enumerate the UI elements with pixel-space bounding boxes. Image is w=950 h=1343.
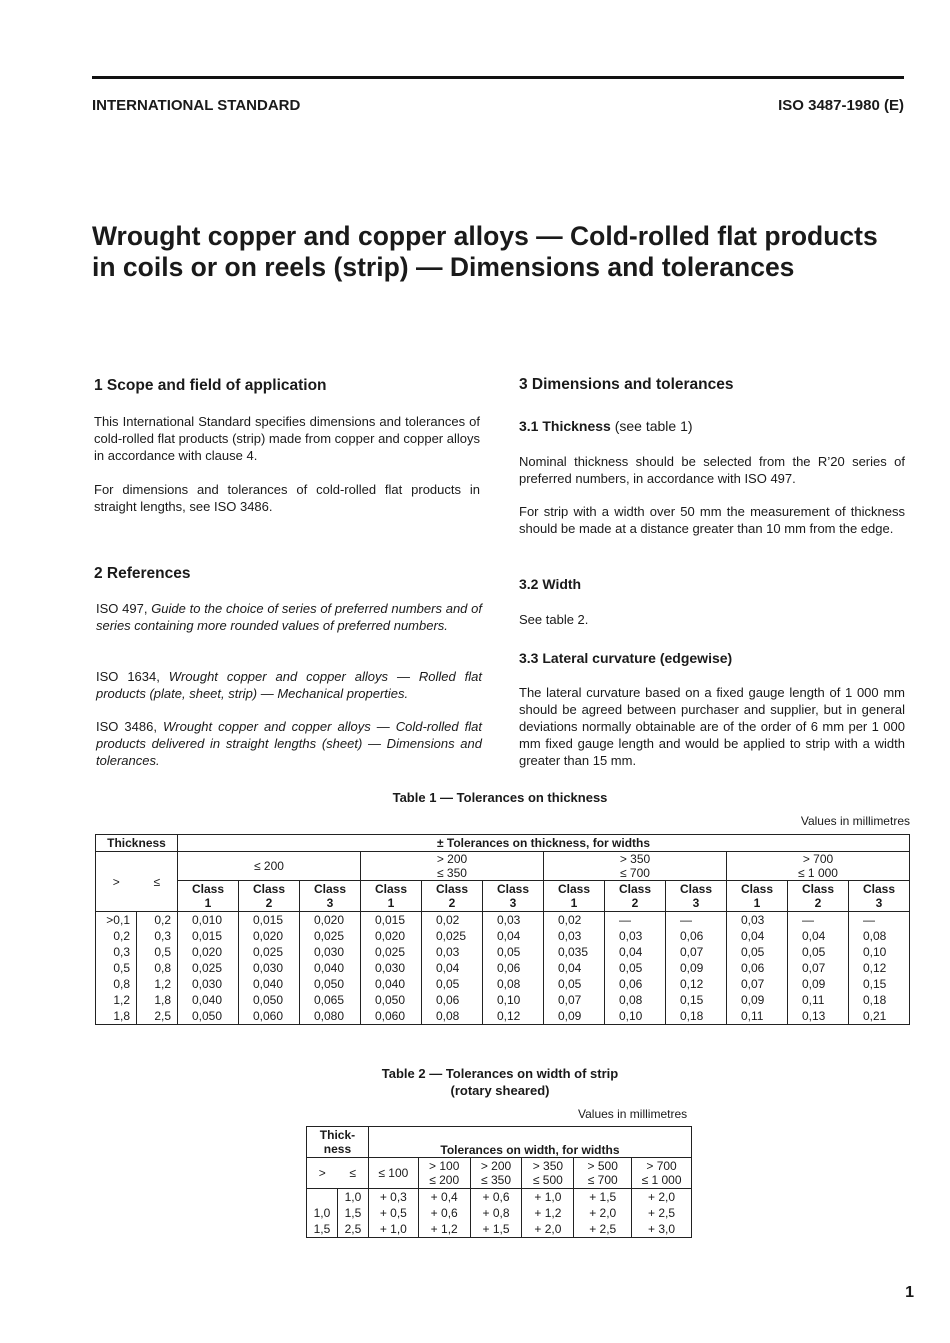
tolerance-header: Tolerances on width, for widths <box>368 1127 691 1158</box>
width-group-header: > 700 ≤ 1 000 <box>727 852 910 881</box>
tolerance-cell: 0,05 <box>605 960 666 976</box>
tolerance-header: ± Tolerances on thickness, for widths <box>178 835 910 852</box>
tolerance-cell: + 0,3 <box>368 1189 418 1206</box>
thickness-over-cell: 0,2 <box>96 928 137 944</box>
table-2-units: Values in millimetres <box>578 1107 688 1121</box>
width-header: > 100 ≤ 200 <box>418 1158 470 1189</box>
section-3-1-heading <box>519 418 693 434</box>
tolerance-cell: 0,21 <box>849 1008 910 1025</box>
tolerance-cell: 0,020 <box>178 944 239 960</box>
thickness-header: Thickness <box>96 835 178 852</box>
tolerance-cell: 0,18 <box>666 1008 727 1025</box>
reference-item <box>96 600 482 634</box>
tolerance-cell: 0,18 <box>849 992 910 1008</box>
class-header: Class 2 <box>239 881 300 912</box>
table-row <box>307 1205 692 1221</box>
tolerance-cell: + 3,0 <box>632 1221 692 1238</box>
tolerance-cell: 0,10 <box>483 992 544 1008</box>
thickness-header: Thick- ness <box>307 1127 369 1158</box>
tolerance-cell: 0,06 <box>727 960 788 976</box>
tolerance-cell: + 2,0 <box>522 1221 574 1238</box>
tolerance-cell: 0,09 <box>788 976 849 992</box>
reference-code: ISO 497, <box>96 601 148 616</box>
page-number: 1 <box>905 1284 914 1301</box>
tolerance-cell: + 0,6 <box>470 1189 522 1206</box>
thickness-upto-cell: 1,2 <box>137 976 178 992</box>
thickness-upto-cell: 2,5 <box>137 1008 178 1025</box>
width-header: > 350 ≤ 500 <box>522 1158 574 1189</box>
section-3-heading: 3 Dimensions and tolerances <box>519 376 734 393</box>
table-row <box>96 928 910 944</box>
reference-title: Wrought copper and copper alloys — Rolled flat products (plate, sheet, strip) — Mechanical properties. <box>96 669 482 701</box>
table-1-units: Values in millimetres <box>800 814 910 828</box>
section-3-3-heading: 3.3 Lateral curvature (edgewise) <box>519 650 733 666</box>
standard-number: ISO 3487-1980 (E) <box>778 97 904 114</box>
table-row <box>96 992 910 1008</box>
tolerance-cell: 0,05 <box>422 976 483 992</box>
table-row <box>96 976 910 992</box>
tolerance-cell: 0,020 <box>300 912 361 929</box>
tolerance-cell: 0,015 <box>361 912 422 929</box>
section-3-1-note: (see table 1) <box>614 418 693 434</box>
section-1-paragraph-2: For dimensions and tolerances of cold-rolled flat products in straight lengths, see ISO 3486. <box>94 482 480 514</box>
le-header: ≤ <box>337 1158 368 1189</box>
tolerance-cell: 0,030 <box>361 960 422 976</box>
tolerance-cell: + 1,0 <box>368 1221 418 1238</box>
width-group-header: > 350 ≤ 700 <box>544 852 727 881</box>
width-header: > 500 ≤ 700 <box>574 1158 632 1189</box>
thickness-upto-cell: 1,0 <box>337 1189 368 1206</box>
thickness-upto-cell: 1,8 <box>137 992 178 1008</box>
tolerance-cell: 0,08 <box>849 928 910 944</box>
tolerance-cell: 0,03 <box>605 928 666 944</box>
section-3-2-paragraph: See table 2. <box>519 612 589 627</box>
width-group-header: ≤ 200 <box>178 852 361 881</box>
tolerance-cell: 0,05 <box>727 944 788 960</box>
thickness-upto-cell: 1,5 <box>337 1205 368 1221</box>
tolerance-cell: 0,030 <box>239 960 300 976</box>
tolerance-cell: 0,020 <box>239 928 300 944</box>
tolerance-cell: + 1,5 <box>574 1189 632 1206</box>
tolerance-cell: 0,04 <box>727 928 788 944</box>
tolerance-cell: 0,065 <box>300 992 361 1008</box>
tolerance-cell: 0,09 <box>727 992 788 1008</box>
tolerance-cell: 0,025 <box>361 944 422 960</box>
thickness-over-cell: 0,3 <box>96 944 137 960</box>
section-3-3-paragraph: The lateral curvature based on a fixed gauge length of 1 000 mm should be agreed between purchaser and supplier, but in general deviations normally obtainable are of the order of 6 mm per 1 000 mm fixed gauge length and would be applied to strip with a width greater than 15 mm. <box>519 685 905 768</box>
tolerance-cell: 0,02 <box>544 912 605 929</box>
tolerance-cell: 0,080 <box>300 1008 361 1025</box>
tolerance-cell: 0,03 <box>483 912 544 929</box>
table-1-thickness-tolerances <box>95 834 910 1025</box>
document-type: INTERNATIONAL STANDARD <box>92 97 301 114</box>
tolerance-cell: + 1,2 <box>522 1205 574 1221</box>
thickness-over-cell: 1,8 <box>96 1008 137 1025</box>
tolerance-cell: 0,04 <box>544 960 605 976</box>
tolerance-cell: 0,030 <box>300 944 361 960</box>
tolerance-cell: 0,12 <box>849 960 910 976</box>
tolerance-cell: 0,020 <box>361 928 422 944</box>
gt-header: > <box>307 1158 338 1189</box>
tolerance-cell: 0,040 <box>300 960 361 976</box>
tolerance-cell: 0,07 <box>727 976 788 992</box>
table-2-caption <box>300 1065 700 1099</box>
reference-item <box>96 668 482 702</box>
tolerance-cell: + 0,8 <box>470 1205 522 1221</box>
tolerance-cell: 0,12 <box>666 976 727 992</box>
tolerance-cell: 0,12 <box>483 1008 544 1025</box>
tolerance-cell: 0,060 <box>239 1008 300 1025</box>
tolerance-cell: 0,03 <box>422 944 483 960</box>
tolerance-cell: 0,03 <box>544 928 605 944</box>
tolerance-cell: 0,06 <box>422 992 483 1008</box>
tolerance-cell: 0,11 <box>727 1008 788 1025</box>
tolerance-cell: + 2,0 <box>574 1205 632 1221</box>
tolerance-cell: 0,04 <box>788 928 849 944</box>
thickness-over-cell: 1,5 <box>307 1221 338 1238</box>
class-header: Class 3 <box>666 881 727 912</box>
class-header: Class 2 <box>422 881 483 912</box>
thickness-upto-cell: 0,8 <box>137 960 178 976</box>
class-header: Class 3 <box>300 881 361 912</box>
gt-header: > <box>96 852 137 912</box>
tolerance-cell: + 1,0 <box>522 1189 574 1206</box>
class-header: Class 1 <box>361 881 422 912</box>
tolerance-cell: 0,025 <box>239 944 300 960</box>
table-2-caption-line-2: (rotary sheared) <box>450 1083 550 1098</box>
class-header: Class 2 <box>605 881 666 912</box>
class-header: Class 1 <box>544 881 605 912</box>
tolerance-cell: 0,04 <box>483 928 544 944</box>
tolerance-cell: 0,040 <box>361 976 422 992</box>
table-header-row <box>96 835 910 852</box>
class-header: Class 3 <box>483 881 544 912</box>
tolerance-cell: 0,15 <box>849 976 910 992</box>
tolerance-cell: 0,025 <box>300 928 361 944</box>
tolerance-cell: 0,05 <box>544 976 605 992</box>
reference-code: ISO 1634, <box>96 669 160 684</box>
tolerance-cell: 0,04 <box>422 960 483 976</box>
thickness-upto-cell: 2,5 <box>337 1221 368 1238</box>
tolerance-cell: + 2,0 <box>632 1189 692 1206</box>
section-3-2-heading: 3.2 Width <box>519 576 582 592</box>
tolerance-cell: 0,08 <box>422 1008 483 1025</box>
tolerance-cell: + 0,6 <box>418 1205 470 1221</box>
class-header: Class 1 <box>178 881 239 912</box>
tolerance-cell: 0,050 <box>178 1008 239 1025</box>
width-header-row <box>307 1158 692 1189</box>
thickness-over-cell: 0,8 <box>96 976 137 992</box>
tolerance-cell: 0,03 <box>727 912 788 929</box>
tolerance-cell: 0,06 <box>605 976 666 992</box>
table-1-body <box>96 912 910 1025</box>
tolerance-cell: 0,13 <box>788 1008 849 1025</box>
thickness-over-cell: 0,5 <box>96 960 137 976</box>
tolerance-cell: 0,025 <box>422 928 483 944</box>
tolerance-cell: 0,030 <box>178 976 239 992</box>
tolerance-cell: 0,050 <box>239 992 300 1008</box>
thickness-over-cell: >0,1 <box>96 912 137 929</box>
table-row <box>307 1221 692 1238</box>
tolerance-cell: 0,08 <box>605 992 666 1008</box>
tolerance-cell: 0,09 <box>544 1008 605 1025</box>
tolerance-cell: + 0,4 <box>418 1189 470 1206</box>
tolerance-cell: + 1,2 <box>418 1221 470 1238</box>
class-header-row <box>96 881 910 912</box>
class-header: Class 1 <box>727 881 788 912</box>
tolerance-cell: 0,07 <box>788 960 849 976</box>
tolerance-cell: + 1,5 <box>470 1221 522 1238</box>
tolerance-cell: 0,060 <box>361 1008 422 1025</box>
tolerance-cell: 0,015 <box>178 928 239 944</box>
table-2-width-tolerances <box>306 1126 692 1238</box>
tolerance-cell: 0,040 <box>239 976 300 992</box>
tolerance-cell: 0,11 <box>788 992 849 1008</box>
width-group-header: > 200 ≤ 350 <box>361 852 544 881</box>
thickness-upto-cell: 0,2 <box>137 912 178 929</box>
tolerance-cell: 0,025 <box>178 960 239 976</box>
thickness-over-cell <box>307 1189 338 1206</box>
table-header-row <box>307 1127 692 1158</box>
reference-code: ISO 3486, <box>96 719 157 734</box>
thickness-upto-cell: 0,5 <box>137 944 178 960</box>
tolerance-cell: 0,015 <box>239 912 300 929</box>
tolerance-cell: 0,02 <box>422 912 483 929</box>
section-3-1-title: 3.1 Thickness <box>519 418 611 434</box>
reference-title: Wrought copper and copper alloys — Cold-rolled flat products delivered in straight lengths (sheet) — Dimensions and tolerances. <box>96 719 482 768</box>
tolerance-cell: + 0,5 <box>368 1205 418 1221</box>
width-header: > 700 ≤ 1 000 <box>632 1158 692 1189</box>
tolerance-cell: — <box>788 912 849 929</box>
thickness-over-cell: 1,2 <box>96 992 137 1008</box>
tolerance-cell: — <box>849 912 910 929</box>
tolerance-cell: 0,06 <box>483 960 544 976</box>
width-header: ≤ 100 <box>368 1158 418 1189</box>
section-2-heading: 2 References <box>94 565 191 582</box>
table-1-caption: Table 1 — Tolerances on thickness <box>392 790 608 805</box>
le-header: ≤ <box>137 852 178 912</box>
table-row <box>96 944 910 960</box>
tolerance-cell: 0,15 <box>666 992 727 1008</box>
page-title: Wrought copper and copper alloys — Cold-rolled flat products in coils or on reels (strip) — Dimensions and tolerances <box>92 221 878 282</box>
tolerance-cell: 0,04 <box>605 944 666 960</box>
table-row <box>96 960 910 976</box>
reference-item <box>96 718 482 769</box>
tolerance-cell: 0,05 <box>788 944 849 960</box>
width-header: > 200 ≤ 350 <box>470 1158 522 1189</box>
tolerance-cell: 0,010 <box>178 912 239 929</box>
tolerance-cell: 0,10 <box>605 1008 666 1025</box>
tolerance-cell: 0,07 <box>544 992 605 1008</box>
section-3-1-paragraph-2: For strip with a width over 50 mm the measurement of thickness should be made at a distance greater than 10 mm from the edge. <box>519 504 905 536</box>
table-row <box>96 1008 910 1025</box>
tolerance-cell: 0,050 <box>300 976 361 992</box>
tolerance-cell: 0,09 <box>666 960 727 976</box>
tolerance-cell: 0,07 <box>666 944 727 960</box>
table-header-row <box>96 852 910 881</box>
class-header: Class 2 <box>788 881 849 912</box>
reference-title: Guide to the choice of series of preferred numbers and of series containing more rounded values of preferred numbers. <box>96 601 482 633</box>
tolerance-cell: 0,08 <box>483 976 544 992</box>
section-3-1-paragraph-1: Nominal thickness should be selected from the R’20 series of preferred numbers, in accordance with ISO 497. <box>519 454 905 486</box>
section-1-paragraph-1: This International Standard specifies dimensions and tolerances of cold-rolled flat products (strip) made from copper and copper alloys in accordance with clause 4. <box>94 414 480 463</box>
class-header: Class 3 <box>849 881 910 912</box>
tolerance-cell: + 2,5 <box>574 1221 632 1238</box>
tolerance-cell: 0,040 <box>178 992 239 1008</box>
tolerance-cell: 0,05 <box>483 944 544 960</box>
header-rule <box>92 76 904 79</box>
tolerance-cell: — <box>666 912 727 929</box>
tolerance-cell: 0,035 <box>544 944 605 960</box>
table-row <box>307 1189 692 1206</box>
tolerance-cell: 0,06 <box>666 928 727 944</box>
tolerance-cell: — <box>605 912 666 929</box>
thickness-over-cell: 1,0 <box>307 1205 338 1221</box>
thickness-upto-cell: 0,3 <box>137 928 178 944</box>
table-row <box>96 912 910 929</box>
section-1-heading: 1 Scope and field of application <box>94 377 327 394</box>
tolerance-cell: + 2,5 <box>632 1205 692 1221</box>
tolerance-cell: 0,10 <box>849 944 910 960</box>
table-2-caption-line-1: Table 2 — Tolerances on width of strip <box>381 1066 619 1081</box>
table-2-body <box>307 1189 692 1238</box>
tolerance-cell: 0,050 <box>361 992 422 1008</box>
